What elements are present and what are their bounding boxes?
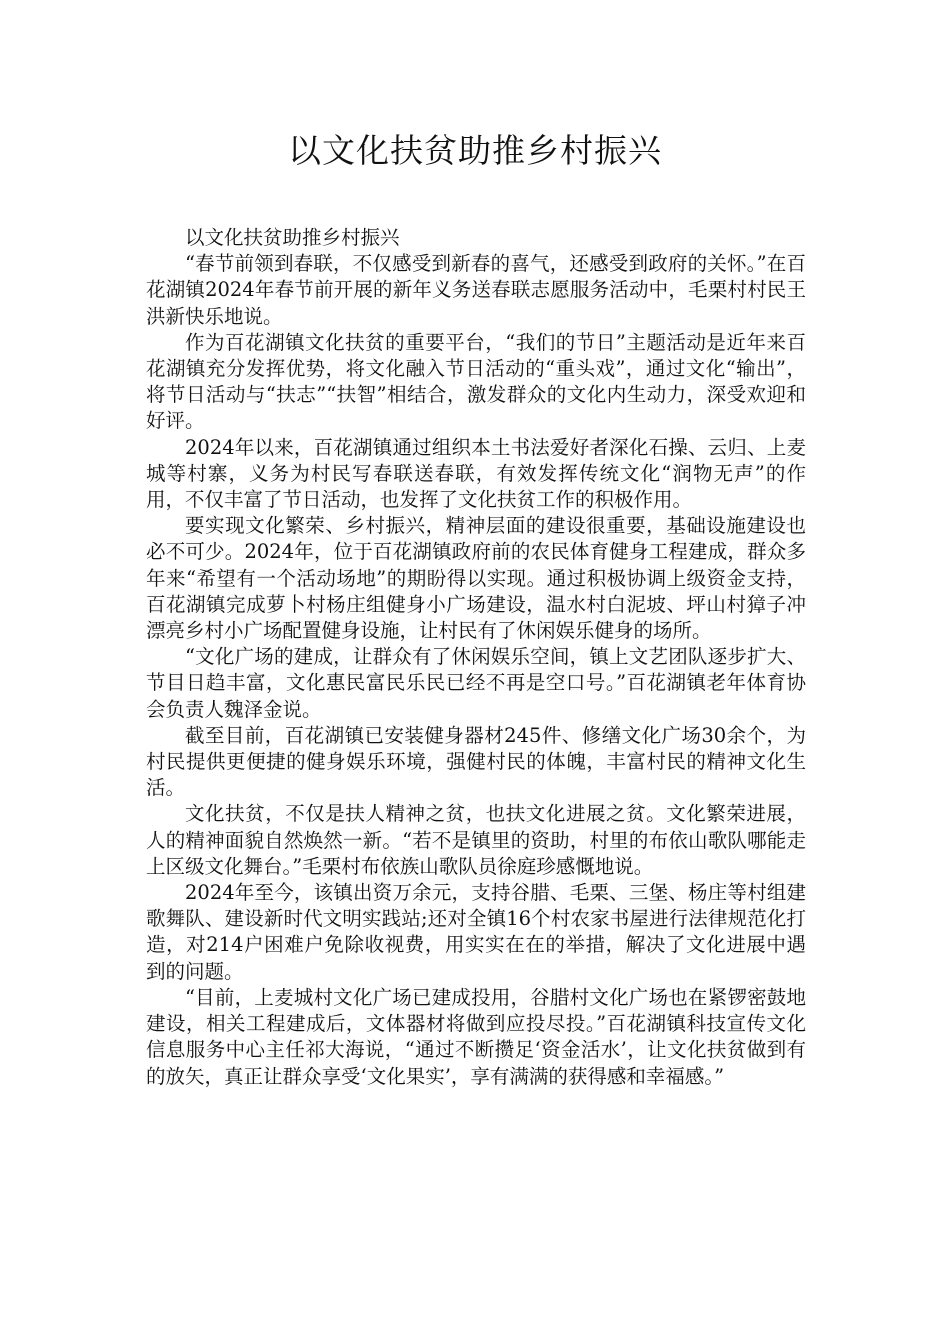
- body-paragraph: “春节前领到春联，不仅感受到新春的喜气，还感受到政府的关怀。”在百花湖镇2024年春节前开展的新年义务送春联志愿服务活动中，毛栗村村民王洪新快乐地说。: [146, 252, 806, 328]
- body-paragraph: 以文化扶贫助推乡村振兴: [185, 226, 400, 249]
- body-paragraph: “文化广场的建成，让群众有了休闲娱乐空间，镇上文艺团队逐步扩大、节目日趋丰富，文化惠民富民乐民已经不再是空口号。”百花湖镇老年体育协会负责人魏泽金说。: [146, 645, 806, 721]
- document-body: [146, 225, 806, 1090]
- document-title: 以文化扶贫助推乡村振兴: [288, 131, 662, 170]
- body-paragraph: 2024年以来，百花湖镇通过组织本土书法爱好者深化石操、云归、上麦城等村寨，义务为村民写春联送春联，有效发挥传统文化“润物无声”的作用，不仅丰富了节日活动，也发挥了文化扶贫工作的积极作用。: [146, 435, 806, 512]
- body-paragraph: 要实现文化繁荣、乡村振兴，精神层面的建设很重要，基础设施建设也必不可少。2024年，位于百花湖镇政府前的农民体育健身工程建成，群众多年来“希望有一个活动场地”的期盼得以实现。通过积极协调上级资金支持，百花湖镇完成萝卜村杨庄组健身小广场建设，温水村白泥坡、坪山村獐子冲漂亮乡村小广场配置健身设施，让村民有了休闲娱乐健身的场所。: [146, 514, 806, 643]
- body-paragraph: 截至目前，百花湖镇已安装健身器材245件、修缮文化广场30余个，为村民提供更便捷的健身娱乐环境，强健村民的体魄，丰富村民的精神文化生活。: [146, 723, 806, 800]
- body-paragraph: 文化扶贫，不仅是扶人精神之贫，也扶文化进展之贫。文化繁荣进展，人的精神面貌自然焕然一新。“若不是镇里的资助，村里的布依山歌队哪能走上区级文化舞台。”毛栗村布依族山歌队员徐庭珍感慨地说。: [146, 802, 806, 878]
- body-paragraph: “目前，上麦城村文化广场已建成投用，谷腊村文化广场也在紧锣密鼓地建设，相关工程建成后，文体器材将做到应投尽投。”百花湖镇科技宣传文化信息服务中心主任祁大海说，“通过不断攒足‘资金活水’，让文化扶贫做到有的放矢，真正让群众享受‘文化果实’，享有满满的获得感和幸福感。”: [146, 985, 806, 1088]
- body-paragraph: 作为百花湖镇文化扶贫的重要平台，“我们的节日”主题活动是近年来百花湖镇充分发挥优势，将文化融入节日活动的“重头戏”，通过文化“输出”，将节日活动与“扶志”“扶智”相结合，激发群众的文化内生动力，深受欢迎和好评。: [146, 330, 806, 433]
- body-paragraph: 2024年至今，该镇出资万余元，支持谷腊、毛栗、三堡、杨庄等村组建歌舞队、建设新时代文明实践站;还对全镇16个村农家书屋进行法律规范化打造，对214户困难户免除收视费，用实实在在的举措，解决了文化进展中遇到的问题。: [146, 881, 806, 983]
